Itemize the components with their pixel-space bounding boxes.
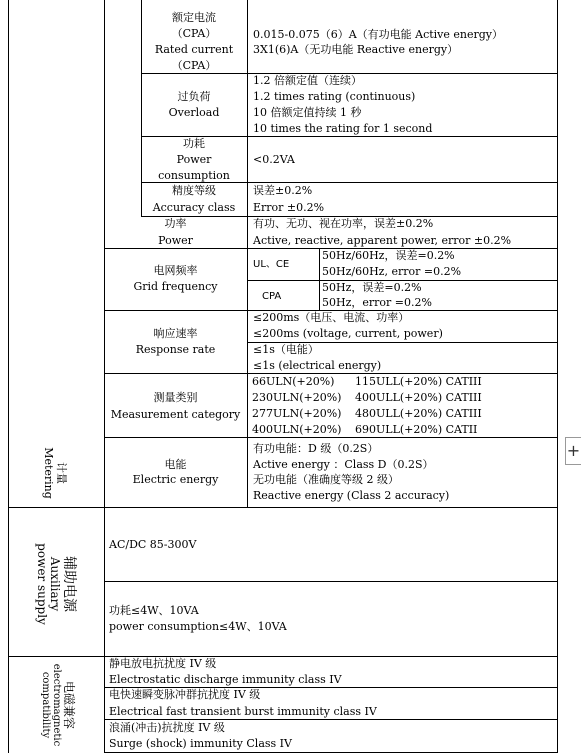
- measurement-row: 277ULN(+20%): [252, 407, 342, 420]
- measurement-row: 230ULN(+20%): [252, 391, 342, 404]
- auxiliary-power-value-cell-1: [104, 508, 558, 582]
- overload-label: 过负荷: [177, 90, 211, 103]
- electric-energy-label-cell: 电能 Electric energy: [104, 438, 248, 508]
- power-label: 功率: [164, 217, 187, 230]
- cpa-value: 50Hz，误差=0.2%: [322, 281, 422, 294]
- accuracy-class-label-cell: 精度等级 Accuracy class: [141, 183, 248, 217]
- power-consumption-value: <0.2VA: [253, 153, 295, 166]
- emc-row-cell: 电快速瞬变脉冲群抗扰度 IV 级 Electrical fast transient burst immunity class IV: [104, 688, 558, 720]
- emc-row: 浪涌(冲击)抗扰度 IV 级: [109, 721, 225, 734]
- grid-frequency-cpa-value-cell: 50Hz，误差=0.2% 50Hz，error =0.2%: [320, 281, 558, 311]
- grid-frequency-cpa-cell: [248, 281, 320, 311]
- measurement-category-label: 测量类别: [153, 391, 198, 404]
- rated-current-value: 0.015-0.075（6）A（有功电能 Active energy）: [253, 28, 504, 41]
- overload-value: 1.2 倍额定值（连续）: [253, 74, 362, 87]
- grid-frequency-ulce-cell: [248, 249, 320, 281]
- metering-section-label: 计量 Metering: [42, 447, 68, 499]
- power-value-cell: 有功、无功、视在功率，误差±0.2% Active, reactive, apparent power, error ±0.2%: [248, 217, 558, 249]
- power-label-cell: 功率 Power: [104, 217, 248, 249]
- rated-current-label-cell: 额定电流 （CPA） Rated current （CPA）: [141, 0, 248, 74]
- overload-label-cell: 过负荷 Overload: [141, 74, 248, 137]
- accuracy-class-value: 误差±0.2%: [253, 184, 313, 197]
- overload-value-cell: 1.2 倍额定值（连续） 1.2 times rating (continuous) 10 倍额定值持续 1 秒 10 times the rating for 1 second: [248, 74, 558, 137]
- accuracy-class-label: 精度等级: [172, 184, 216, 197]
- emc-section-label: 电磁兼容 electromagnetic compatibility: [40, 663, 76, 747]
- auxiliary-power-section-cell: [8, 508, 105, 657]
- response-rate-value-cell-1: ≤200ms（电压、电流、功率） ≤200ms (voltage, current, power): [248, 311, 558, 343]
- emc-section-cell: [8, 657, 105, 753]
- auxiliary-voltage-value: AC/DC 85-300V: [109, 538, 197, 551]
- emc-row: 静电放电抗扰度 IV 级: [109, 657, 217, 670]
- emc-row: 电快速瞬变脉冲群抗扰度 IV 级: [109, 688, 261, 701]
- electric-energy-value: 有功电能：D 级（0.2S）: [253, 442, 379, 455]
- electric-energy-value-cell: 有功电能：D 级（0.2S） Active energy ：Class D（0.2S） 无功电能（准确度等级 2 级） Reactive energy (Class 2 accuracy): [248, 438, 558, 508]
- grid-frequency-label: 电网频率: [153, 264, 198, 277]
- measurement-category-label-cell: 测量类别 Measurement category: [104, 374, 248, 438]
- emc-row-cell: 静电放电抗扰度 IV 级 Electrostatic discharge immunity class IV: [104, 657, 558, 688]
- measurement-row: 66ULN(+20%): [252, 375, 335, 388]
- rated-current-value-cell: 0.015-0.075（6）A（有功电能 Active energy） 3X1(6)A（无功电能 Reactive energy）: [248, 0, 558, 74]
- power-consumption-label-cell: 功耗 Power consumption: [141, 137, 248, 183]
- electric-energy-label: 电能: [164, 458, 187, 471]
- auxiliary-consumption-value: 功耗≤4W、10VA: [109, 604, 199, 617]
- response-rate-value-cell-2: ≤1s（电能） ≤1s (electrical energy): [248, 343, 558, 374]
- response-rate-value: ≤200ms（电压、电流、功率）: [253, 311, 410, 324]
- measurement-category-value-cell: 66ULN(+20%) 115ULL(+20%) CATIII 230ULN(+20%) 400ULL(+20%) CATIII 277ULN(+20%) 480ULL(+20%) CATIII 400ULN(+20%) 690ULL(+20%) CATII: [248, 374, 558, 438]
- response-rate-label-cell: 响应速率 Response rate: [104, 311, 248, 374]
- power-consumption-label: 功耗: [183, 137, 205, 150]
- power-consumption-value-cell: [248, 137, 558, 183]
- response-rate-label: 响应速率: [153, 327, 198, 340]
- grid-frequency-ulce-value-cell: 50Hz/60Hz，误差=0.2% 50Hz/60Hz, error =0.2%: [320, 249, 558, 281]
- grid-frequency-label-cell: 电网频率 Grid frequency: [104, 249, 248, 311]
- auxiliary-power-value-cell-2: 功耗≤4W、10VA power consumption≤4W、10VA: [104, 582, 558, 657]
- rated-current-label: 额定电流: [172, 11, 216, 24]
- metering-section-cell: [8, 438, 105, 508]
- measurement-row: 400ULN(+20%): [252, 423, 342, 436]
- ulce-label: UL、CE: [253, 259, 290, 270]
- ulce-value: 50Hz/60Hz，误差=0.2%: [322, 249, 455, 262]
- emc-row-cell: 浪涌(冲击)抗扰度 IV 级 Surge (shock) immunity Class IV: [104, 720, 558, 753]
- auxiliary-power-section-label: 辅助电源 Auxiliary power supply: [35, 543, 77, 625]
- power-value: 有功、无功、视在功率，误差±0.2%: [253, 217, 434, 230]
- cpa-label: CPA: [262, 291, 282, 302]
- add-button[interactable]: +: [565, 437, 581, 465]
- accuracy-class-value-cell: 误差±0.2% Error ±0.2%: [248, 183, 558, 217]
